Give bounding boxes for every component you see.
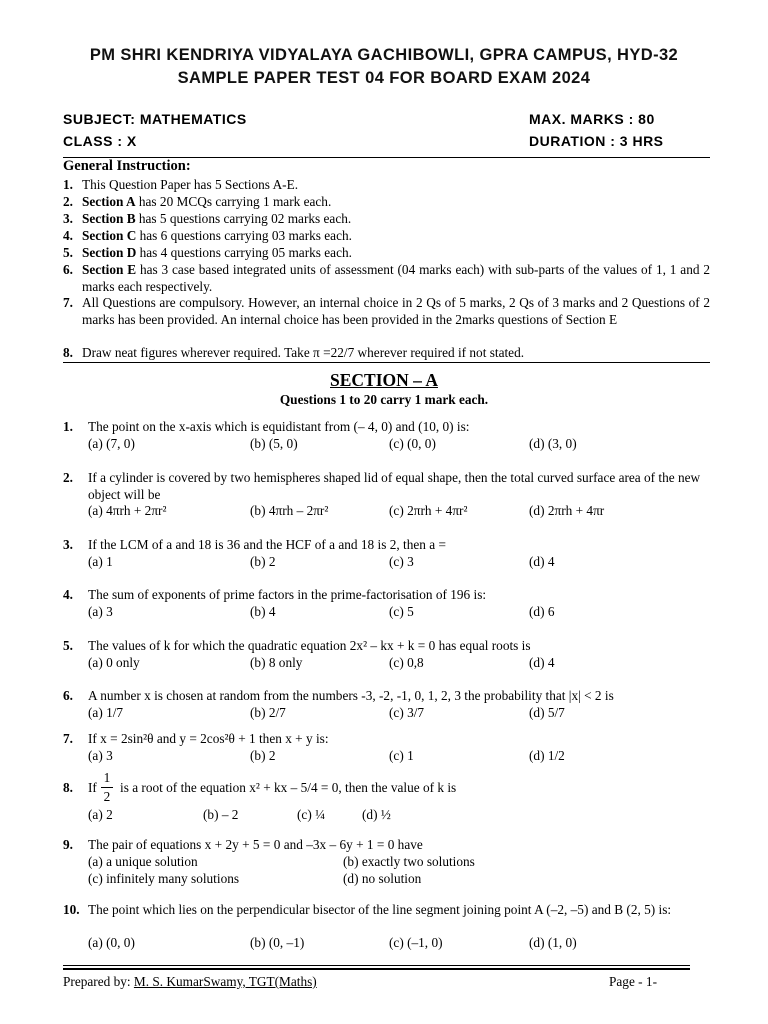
option-c: (c) 3 [389, 554, 414, 569]
option-a: (a) 3 [88, 604, 113, 619]
question-number: 10. [63, 902, 80, 917]
fraction-denominator: 2 [103, 789, 111, 804]
option-d: (d) ½ [362, 807, 391, 822]
option-a: (a) 2 [88, 807, 113, 822]
author-name: M. S. KumarSwamy, TGT(Maths) [133, 974, 317, 989]
option-c: (c) 1 [389, 748, 414, 763]
instruction-text: has 3 case based integrated units of assessment (04 marks each) with sub-parts of the values of 1, 1 and 2 marks each respectively. [82, 262, 710, 294]
footer-divider-thin [63, 965, 690, 966]
instruction-number: 8. [63, 345, 73, 360]
instruction-text: has 4 questions carrying 05 marks each. [136, 245, 352, 260]
question-text: A number x is chosen at random from the numbers -3, -2, -1, 0, 1, 2, 3 the probability that |x| < 2 is [88, 688, 614, 703]
option-c: (c) (0, 0) [389, 436, 436, 451]
instructions-title: General Instruction: [63, 158, 191, 174]
option-d: (d) 4 [529, 655, 555, 670]
question-text: If a cylinder is covered by two hemispheres shaped lid of equal shape, then the total curved surface area of the new object will be [88, 470, 701, 502]
option-c: (c) infinitely many solutions [88, 871, 240, 886]
option-d: (d) no solution [343, 871, 422, 886]
question-number: 6. [63, 688, 73, 703]
option-d: (d) 6 [529, 604, 555, 619]
option-b: (b) – 2 [203, 807, 239, 822]
option-d: (d) 5/7 [529, 705, 565, 720]
option-a: (a) 0 only [88, 655, 140, 670]
section-title: SECTION – A [330, 370, 438, 390]
option-d: (d) (3, 0) [529, 436, 577, 451]
question-number: 9. [63, 837, 73, 852]
question-number: 7. [63, 731, 73, 746]
option-a: (a) (0, 0) [88, 935, 135, 950]
question-number: 3. [63, 537, 73, 552]
option-c: (c) 5 [389, 604, 414, 619]
footer-prepared-by [63, 974, 317, 990]
option-a: (a) 4πrh + 2πr² [88, 503, 167, 518]
instruction-number: 2. [63, 194, 73, 209]
fraction-numerator: 1 [103, 770, 111, 785]
option-b: (b) exactly two solutions [343, 854, 475, 869]
instructions-divider [63, 362, 710, 363]
option-b: (b) 4πrh – 2πr² [250, 503, 329, 518]
option-d: (d) 1/2 [529, 748, 565, 763]
instruction-bold: Section D [82, 245, 137, 260]
question-text: The values of k for which the quadratic equation 2x² – kx + k = 0 has equal roots is [88, 638, 531, 653]
option-b: (b) (5, 0) [250, 436, 298, 451]
instruction-bold: Section E [82, 262, 137, 277]
question-number: 4. [63, 587, 73, 602]
instruction-bold: Section C [82, 228, 137, 243]
option-b: (b) 2/7 [250, 705, 286, 720]
question-text: The sum of exponents of prime factors in the prime-factorisation of 196 is: [88, 587, 487, 602]
instruction-number: 4. [63, 228, 73, 243]
instruction-number: 5. [63, 245, 73, 260]
option-d: (d) 4 [529, 554, 555, 569]
instruction-number: 7. [63, 295, 73, 310]
option-d: (d) 2πrh + 4πr [529, 503, 605, 518]
exam-title: SAMPLE PAPER TEST 04 FOR BOARD EXAM 2024 [177, 69, 591, 87]
option-a: (a) (7, 0) [88, 436, 135, 451]
question-number: 2. [63, 470, 73, 485]
question-text: The point on the x-axis which is equidistant from (– 4, 0) and (10, 0) is: [88, 419, 470, 434]
footer-divider-thick [63, 968, 690, 970]
option-c: (c) (–1, 0) [389, 935, 443, 950]
option-c: (c) 3/7 [389, 705, 425, 720]
question-number: 8. [63, 780, 73, 795]
school-name: PM SHRI KENDRIYA VIDYALAYA GACHIBOWLI, GPRA CAMPUS, HYD-32 [89, 46, 679, 64]
option-b: (b) 4 [250, 604, 276, 619]
instruction-bold: Section A [82, 194, 136, 209]
option-a: (a) 1/7 [88, 705, 124, 720]
option-c: (c) ¼ [297, 807, 326, 822]
question-text: The pair of equations x + 2y + 5 = 0 and –3x – 6y + 1 = 0 have [88, 837, 423, 852]
duration-label: DURATION : 3 HRS [529, 133, 664, 149]
instruction-text: Draw neat figures wherever required. Take π =22/7 wherever required if not stated. [82, 345, 525, 360]
instruction-number: 1. [63, 177, 73, 192]
instruction-text: All Questions are compulsory. However, an internal choice in 2 Qs of 5 marks, 2 Qs of 3 marks and 2 Questions of 2 marks has been provided. An internal choice has been provided in the 2marks questions of Section E [82, 295, 710, 327]
instruction-bold: Section B [82, 211, 136, 226]
subject-label: SUBJECT: MATHEMATICS [63, 111, 247, 127]
max-marks-label: MAX. MARKS : 80 [529, 111, 655, 127]
question-number: 1. [63, 419, 73, 434]
option-a: (a) 3 [88, 748, 113, 763]
question-text-prefix: If [88, 780, 97, 795]
prepared-by-label: Prepared by: [63, 974, 134, 989]
fraction-one-half [101, 770, 113, 805]
section-subtitle: Questions 1 to 20 carry 1 mark each. [279, 392, 489, 407]
question-number: 5. [63, 638, 73, 653]
option-b: (b) (0, –1) [250, 935, 305, 950]
instruction-text: This Question Paper has 5 Sections A-E. [82, 177, 299, 192]
instruction-text: has 20 MCQs carrying 1 mark each. [135, 194, 332, 209]
option-c: (c) 0,8 [389, 655, 424, 670]
instruction-text: has 5 questions carrying 02 marks each. [135, 211, 352, 226]
question-text: If x = 2sin²θ and y = 2cos²θ + 1 then x + y is: [88, 731, 329, 746]
instruction-text: has 6 questions carrying 03 marks each. [136, 228, 352, 243]
option-c: (c) 2πrh + 4πr² [389, 503, 468, 518]
page-number: Page - 1- [609, 974, 657, 989]
question-text: is a root of the equation x² + kx – 5/4 = 0, then the value of k is [120, 780, 457, 795]
option-d: (d) (1, 0) [529, 935, 577, 950]
instruction-number: 6. [63, 262, 73, 277]
option-b: (b) 8 only [250, 655, 303, 670]
option-a: (a) 1 [88, 554, 113, 569]
class-label: CLASS : X [63, 133, 137, 149]
option-b: (b) 2 [250, 748, 276, 763]
option-a: (a) a unique solution [88, 854, 198, 869]
option-b: (b) 2 [250, 554, 276, 569]
question-text: If the LCM of a and 18 is 36 and the HCF of a and 18 is 2, then a = [88, 537, 446, 552]
question-text: The point which lies on the perpendicular bisector of the line segment joining point A (–2, –5) and B (2, 5) is: [88, 902, 672, 917]
instruction-number: 3. [63, 211, 73, 226]
